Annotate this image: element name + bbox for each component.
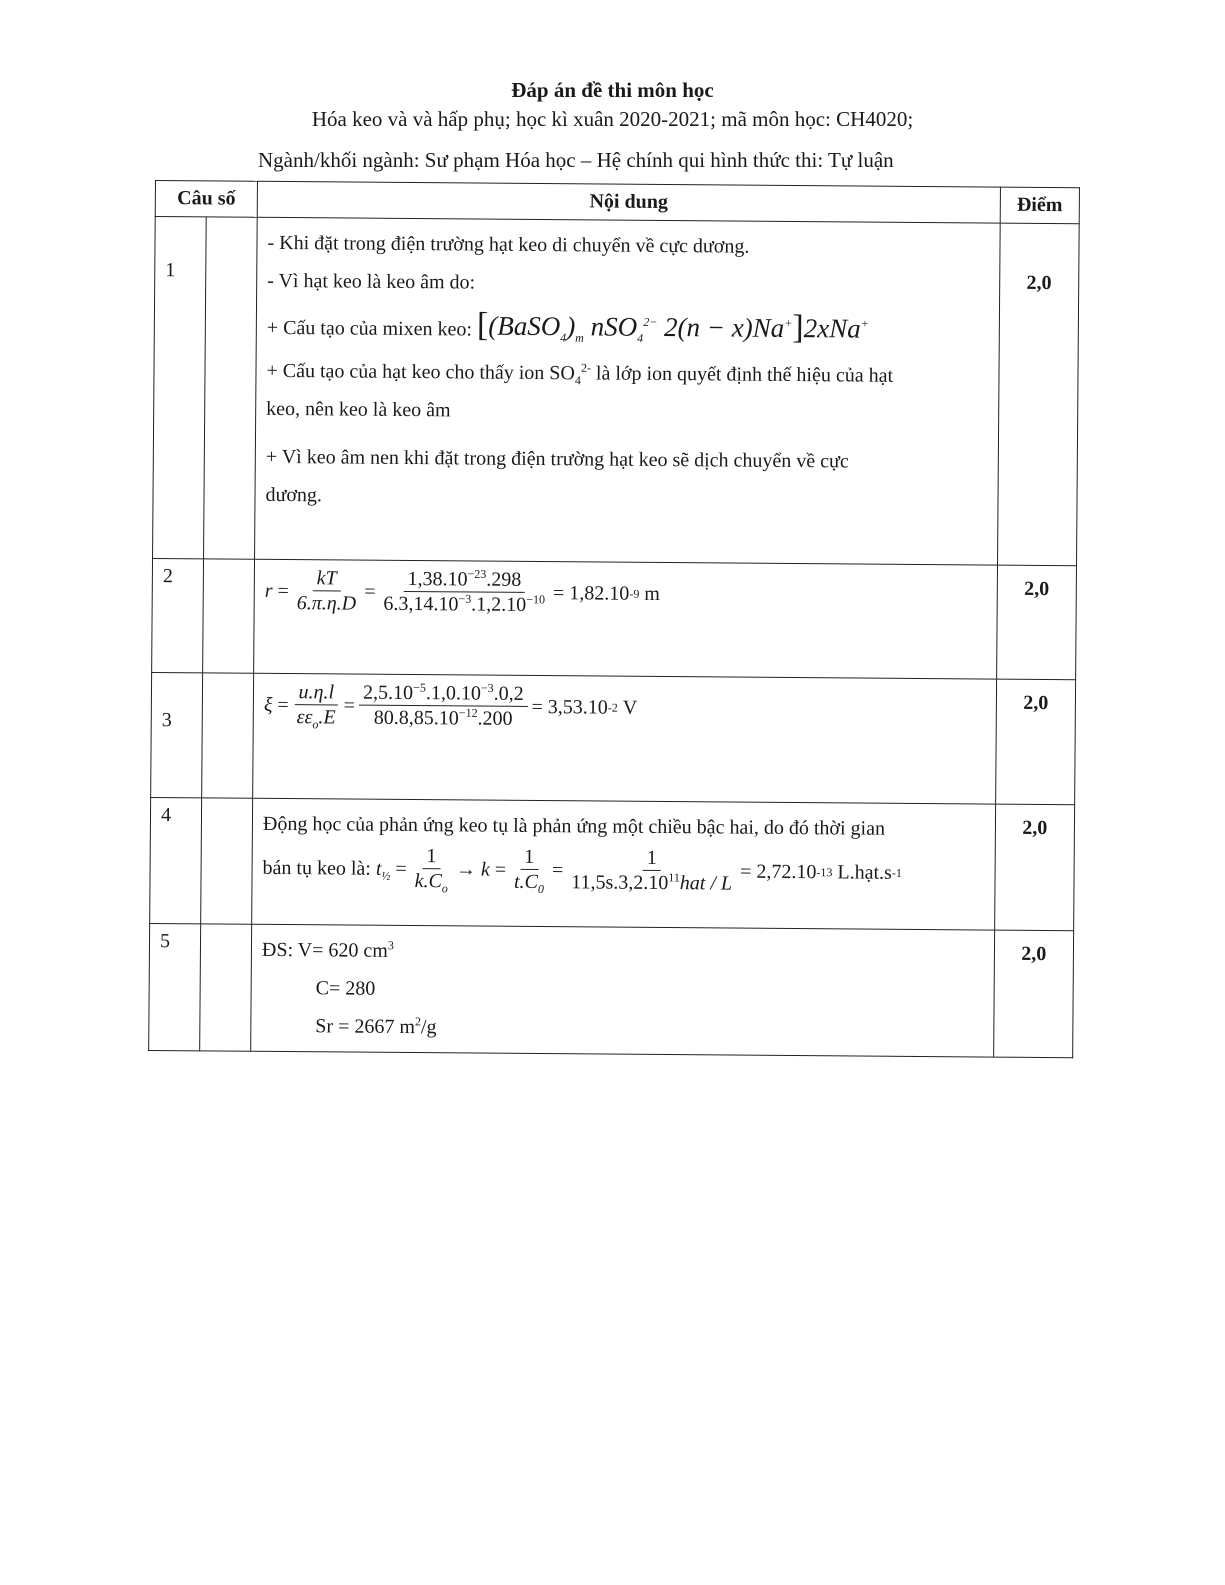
table-row <box>152 558 1077 679</box>
content-text: bán tụ keo là: <box>262 856 372 880</box>
content-line <box>261 1007 985 1051</box>
result-unit: L.hạt.s <box>837 860 892 884</box>
result-value: = 2,72.10 <box>740 860 817 883</box>
content-line: - Khi đặt trong điện trường hạt keo di chuyển về cực dương. <box>267 231 750 258</box>
table-row <box>149 923 1074 1057</box>
sub-cell <box>203 559 254 673</box>
answer-content <box>251 924 995 1057</box>
unit-exponent: 2 <box>414 1014 422 1029</box>
score-cell: 2,0 <box>995 679 1075 805</box>
result-value: = 1,82.10 <box>552 581 630 605</box>
content-text: /g <box>420 1016 437 1039</box>
score-cell: 2,0 <box>997 223 1079 566</box>
content-line: C= 280 <box>315 977 376 1000</box>
result-unit: m <box>644 582 661 605</box>
content-line: - Vì hạt keo là keo âm do: <box>267 269 476 294</box>
question-number: 4 <box>150 797 202 923</box>
answer-content <box>252 798 996 930</box>
content-text: ĐS: V= 620 cm <box>261 938 388 962</box>
content-text: + Cấu tạo của hạt keo cho thấy ion SO <box>266 359 576 385</box>
question-number: 3 <box>151 672 203 797</box>
coagulation-rate-formula: bán tụ keo là: $t_{\frac{1}{2}}$ = $\frac{1}{k.C_o}$ → k = $\frac{1}{t.C_0}$ = $\frac{1}{11,5s.3,2.10^{11}hat / L}$ = 2,72.10 -13 L.hạt.s -1 <box>262 845 902 897</box>
score-cell: 2,0 <box>993 930 1073 1058</box>
answer-content <box>253 673 997 804</box>
content-line: Động học của phản ứng keo tụ là phản ứng một chiều bậc hai, do đó thời gian <box>262 812 886 840</box>
table-row <box>151 672 1076 804</box>
content-text: Sr = 2667 m <box>315 1015 416 1039</box>
course-info: Hóa keo và và hấp phụ; học kì xuân 2020-2021; mã môn học: CH4020; <box>311 107 914 131</box>
table-row <box>153 217 1080 566</box>
table-row <box>150 797 1075 930</box>
score-cell: 2,0 <box>996 565 1076 680</box>
sub-cell <box>201 798 253 924</box>
content-line: + Vì keo âm nen khi đặt trong điện trường hạt keo sẽ dịch chuyển về cực <box>265 445 849 473</box>
content-line: keo, nên keo là keo âm <box>266 397 451 422</box>
content-text: là lớp ion quyết định thế hiệu của hạt <box>595 362 894 387</box>
micelle-formula: [ $(BaSO_4)_m$ nSO$_4^{2-}$ 2(n − x)Na+ ] 2xNa+ <box>476 306 869 347</box>
content-line: + Cấu tạo của mixen keo: <box>266 316 473 341</box>
header-content: Nội dung <box>257 181 1000 223</box>
radius-formula: r = $\frac{kT}{6.\pi.\eta.D}$ = $\frac{1,38.10^{-23}.298}{6.3,14.10^{-3}.1,2.10^{-10}}$ = 1,82.10 -9 m <box>264 566 661 616</box>
question-number: 1 <box>153 217 207 559</box>
zeta-potential-formula: ξ = $\frac{u.\eta.l}{\varepsilon\varepsilon_o.E}$ = $\frac{2,5.10^{-5}.1,0.10^{-3}.0,2}{80.8,85.10^{-12}.200}$ = 3,53.10 -2 V <box>263 680 638 732</box>
result-value: = 3,53.10 <box>531 695 608 719</box>
answer-table <box>148 180 1080 1058</box>
content-line: + Cấu tạo của hạt keo cho thấy ion $SO_4^{2-}$ là lớp ion quyết định thế hiệu của hạt <box>266 359 894 388</box>
sub-cell <box>200 924 252 1051</box>
question-number: 5 <box>149 923 201 1050</box>
result-unit: V <box>622 696 638 719</box>
answer-content <box>255 217 1000 565</box>
answer-content <box>254 559 998 679</box>
header-score: Điểm <box>1000 187 1080 224</box>
program-info: Ngành/khối ngành: Sư phạm Hóa học – Hệ chính qui hình thức thi: Tự luận <box>258 148 894 172</box>
content-line: dương. <box>265 483 323 507</box>
unit-exponent: 3 <box>387 938 394 953</box>
content-line <box>262 931 986 975</box>
question-number: 2 <box>152 558 204 672</box>
micelle-structure-line <box>267 300 991 358</box>
sub-cell <box>202 673 254 798</box>
score-cell: 2,0 <box>994 804 1074 931</box>
page-title: Đáp án đề thi môn học <box>511 78 714 102</box>
header-question-number: Câu số <box>155 181 257 218</box>
sub-cell <box>204 217 257 559</box>
